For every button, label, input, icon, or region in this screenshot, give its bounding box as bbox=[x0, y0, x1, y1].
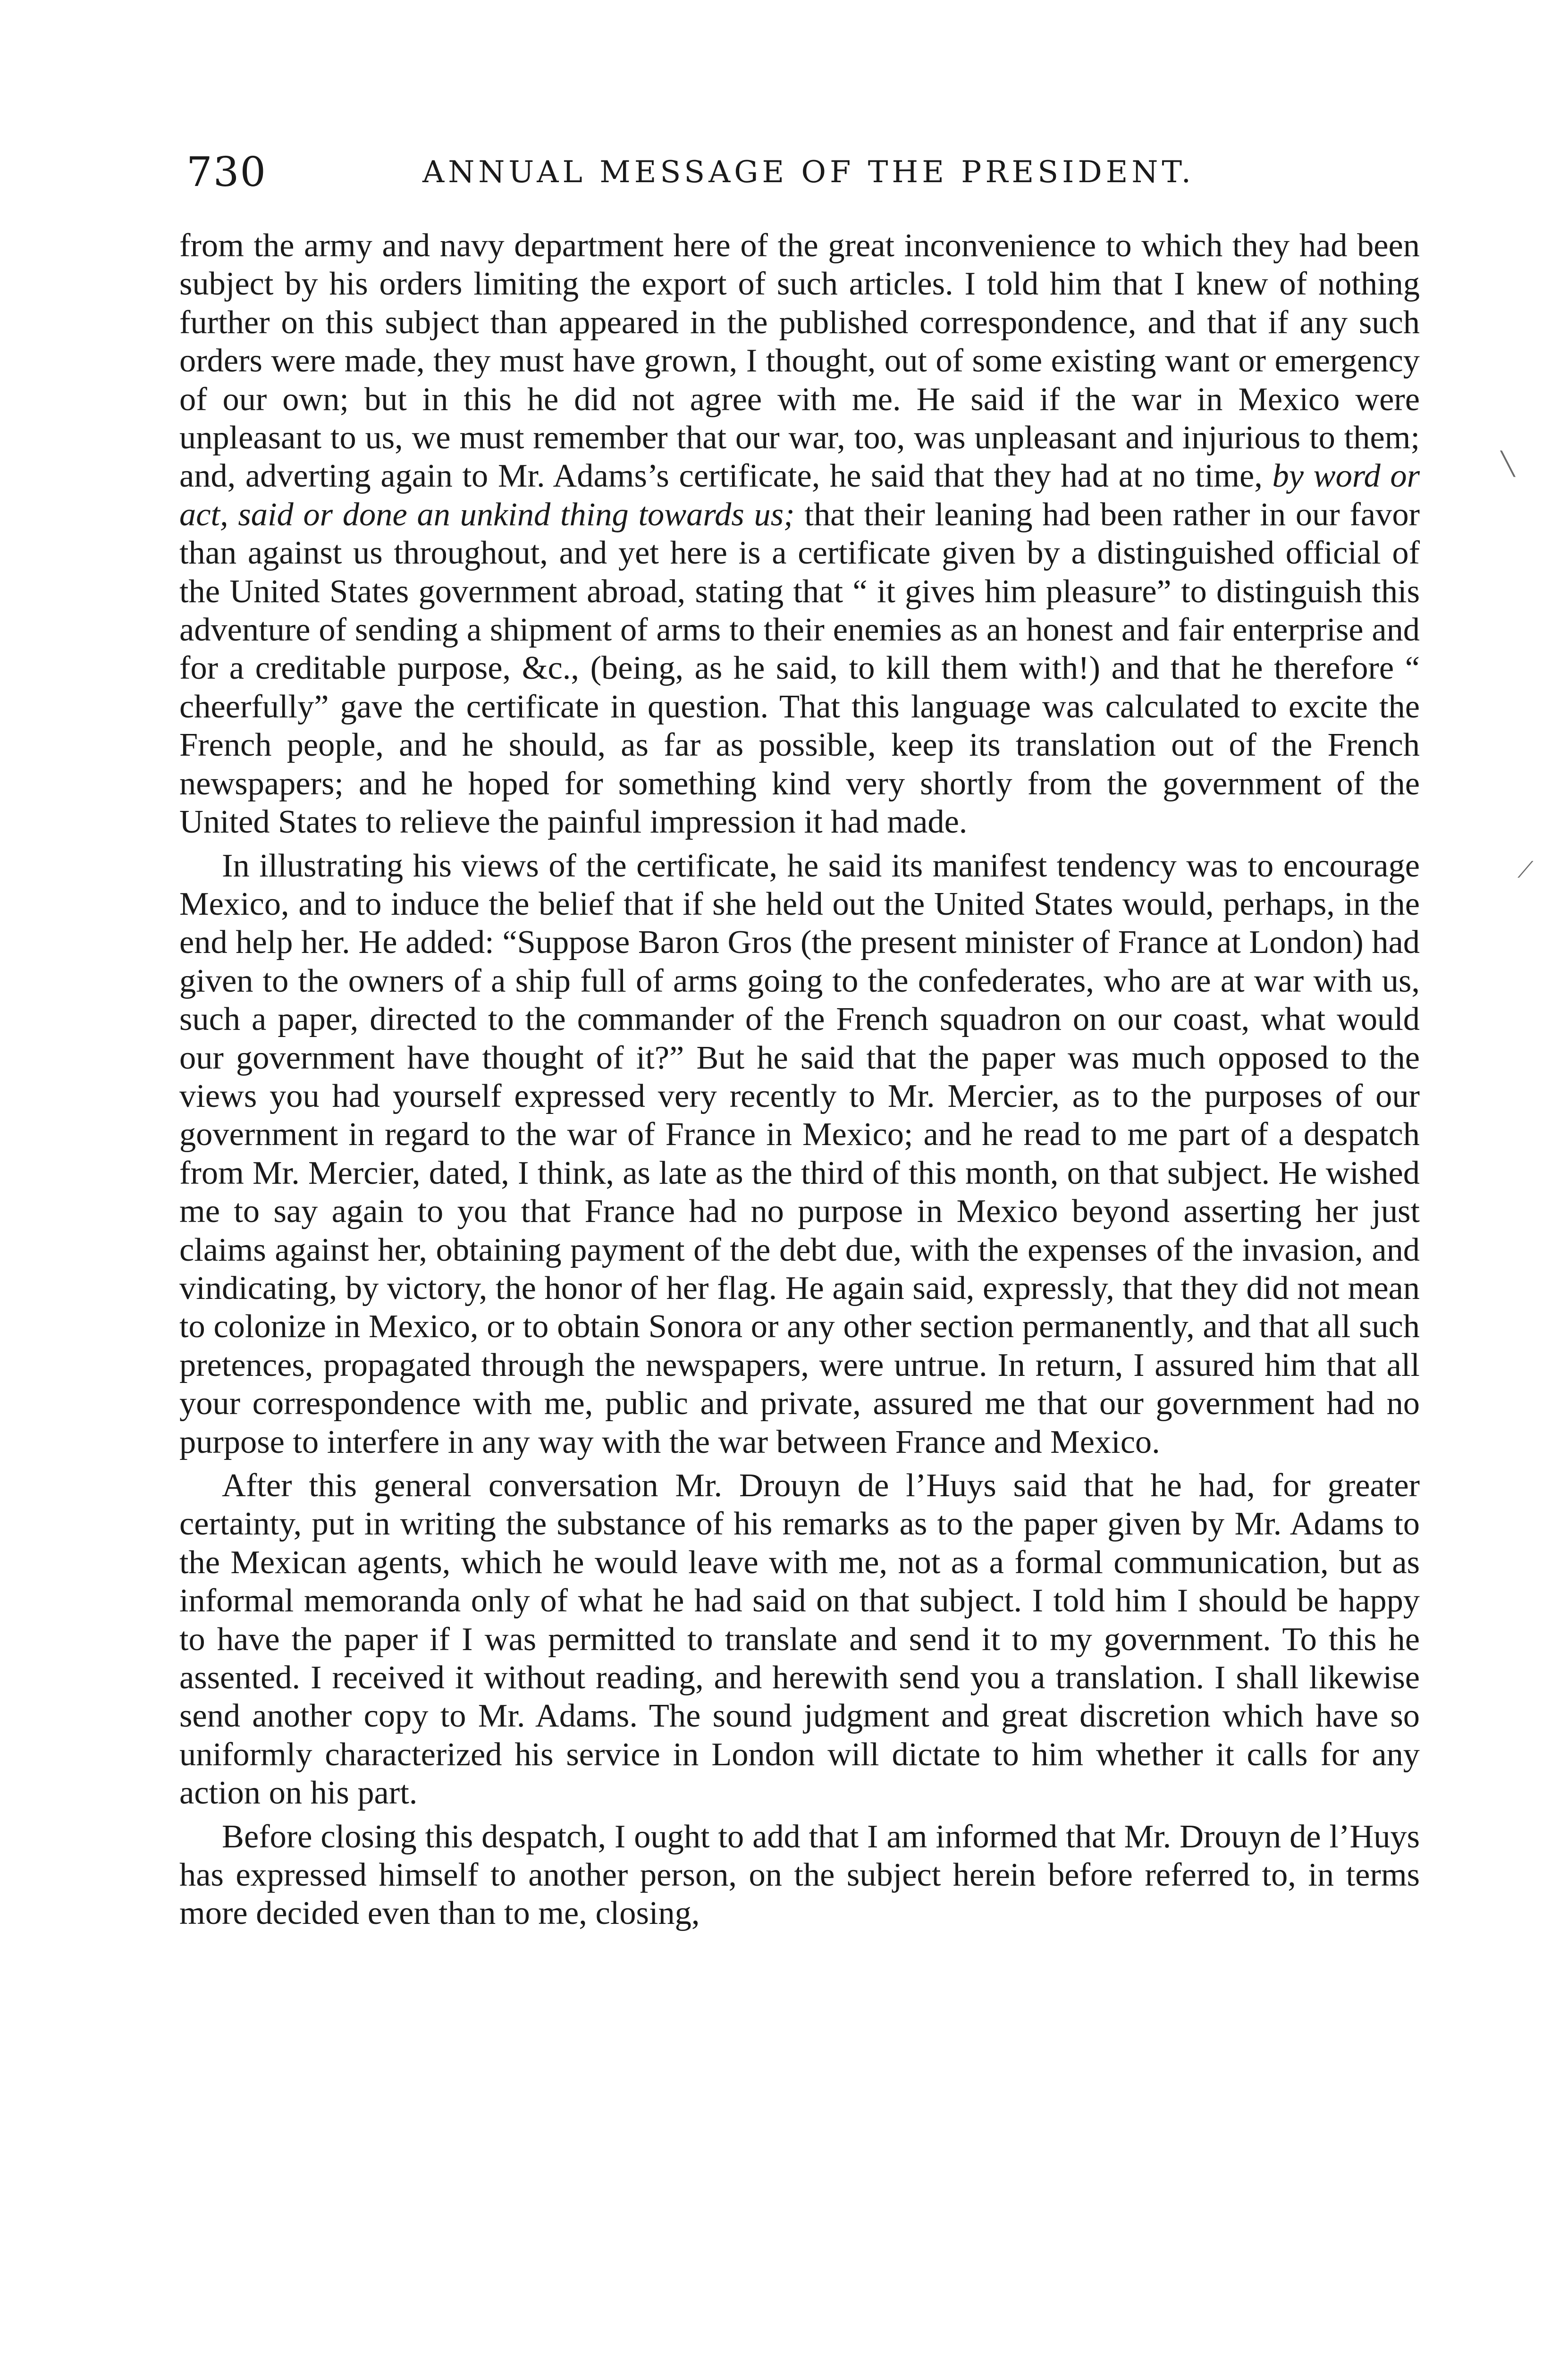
running-head: ANNUAL MESSAGE OF THE PRESIDENT. bbox=[422, 155, 1195, 190]
text-run: from the army and navy department here of the great inconvenience to which they had been subject by his orders limiting the export of such articles. I told him that I knew of nothing further on this subject than appeared in the published correspondence, and that if any such orders were made, they must have grown, I thought, out of some existing want or emergency of our own; but in this he did not agree with me. He said if the war in Mexico were unpleasant to us, we must remember that our war, too, was unpleasant and injurious to them; and, adverting again to Mr. Adams’s certificate, he said that they had at no time, bbox=[179, 227, 1420, 495]
scan-mark: ⟋ bbox=[1517, 857, 1534, 883]
paragraph-2 bbox=[179, 847, 1420, 1462]
text-run: that their leaning had been rather in our favor than against us throughout, and yet here is a certificate given by a distinguished official of the United States government abroad, stating that “ it gives him pleasure” to distinguish this adventure of sending a shipment of arms to their enemies as an honest and fair enterprise and for a creditable purpose, &c., (being, as he said, to kill them with!) and that he therefore “ cheerfully” gave the certificate in question. That this language was calculated to excite the French people, and he should, as far as possible, keep its translation out of the French newspapers; and he hoped for something kind very shortly from the government of the United States to relieve the painful impression it had made. bbox=[179, 496, 1420, 841]
text-run: After this general conversation Mr. Drouyn de l’Huys said that he had, for greater certainty, put in writing the substance of his remarks as to the paper given by Mr. Adams to the Mexican agents, which he would leave with me, not as a formal communication, but as informal memoranda only of what he had said on that subject. I told him I should be happy to have the paper if I was permitted to translate and send it to my government. To this he assented. I received it without reading, and herewith send you a translation. I shall likewise send another copy to Mr. Adams. The sound judgment and great discretion which have so uniformly characterized his service in London will dictate to him whether it calls for any action on his part. bbox=[179, 1467, 1420, 1812]
body-text bbox=[179, 227, 1420, 1938]
text-run: In illustrating his views of the certificate, he said its manifest tendency was to encourage Mexico, and to induce the belief that if she held out the United States would, perhaps, in the end help her. He added: “Suppose Baron Gros (the present minister of France at London) had given to the owners of a ship full of arms going to the confederates, who are at war with us, such a paper, directed to the commander of the French squadron on our coast, what would our government have thought of it?” But he said that the paper was much opposed to the views you had yourself expressed very recently to Mr. Mercier, as to the purposes of our government in regard to the war of France in Mexico; and he read to me part of a despatch from Mr. Mercier, dated, I think, as late as the third of this month, on that subject. He wished me to say again to you that France had no purpose in Mexico beyond asserting her just claims against her, obtaining payment of the debt due, with the expenses of the invasion, and vindicating, by victory, the honor of her flag. He again said, expressly, that they did not mean to colonize in Mexico, or to obtain Sonora or any other section permanently, and that all such pretences, propagated through the newspapers, were untrue. In return, I assured him that all your correspondence with me, public and private, assured me that our government had no purpose to interfere in any way with the war between France and Mexico. bbox=[179, 847, 1420, 1460]
page-header bbox=[186, 146, 1418, 198]
text-run: Before closing this despatch, I ought to add that I am informed that Mr. Drouyn de l’Huys has expressed himself to another person, on the subject herein before referred to, in terms more decided even than to me, closing, bbox=[179, 1818, 1420, 1932]
page-number: 730 bbox=[186, 149, 267, 196]
paragraph-3 bbox=[179, 1467, 1420, 1812]
paragraph-4 bbox=[179, 1818, 1420, 1933]
paragraph-1 bbox=[179, 227, 1420, 842]
scan-mark: ╲ bbox=[1501, 451, 1515, 477]
italic-text-run: by word or act, said or done an unkind thing towards us; bbox=[179, 457, 1420, 533]
